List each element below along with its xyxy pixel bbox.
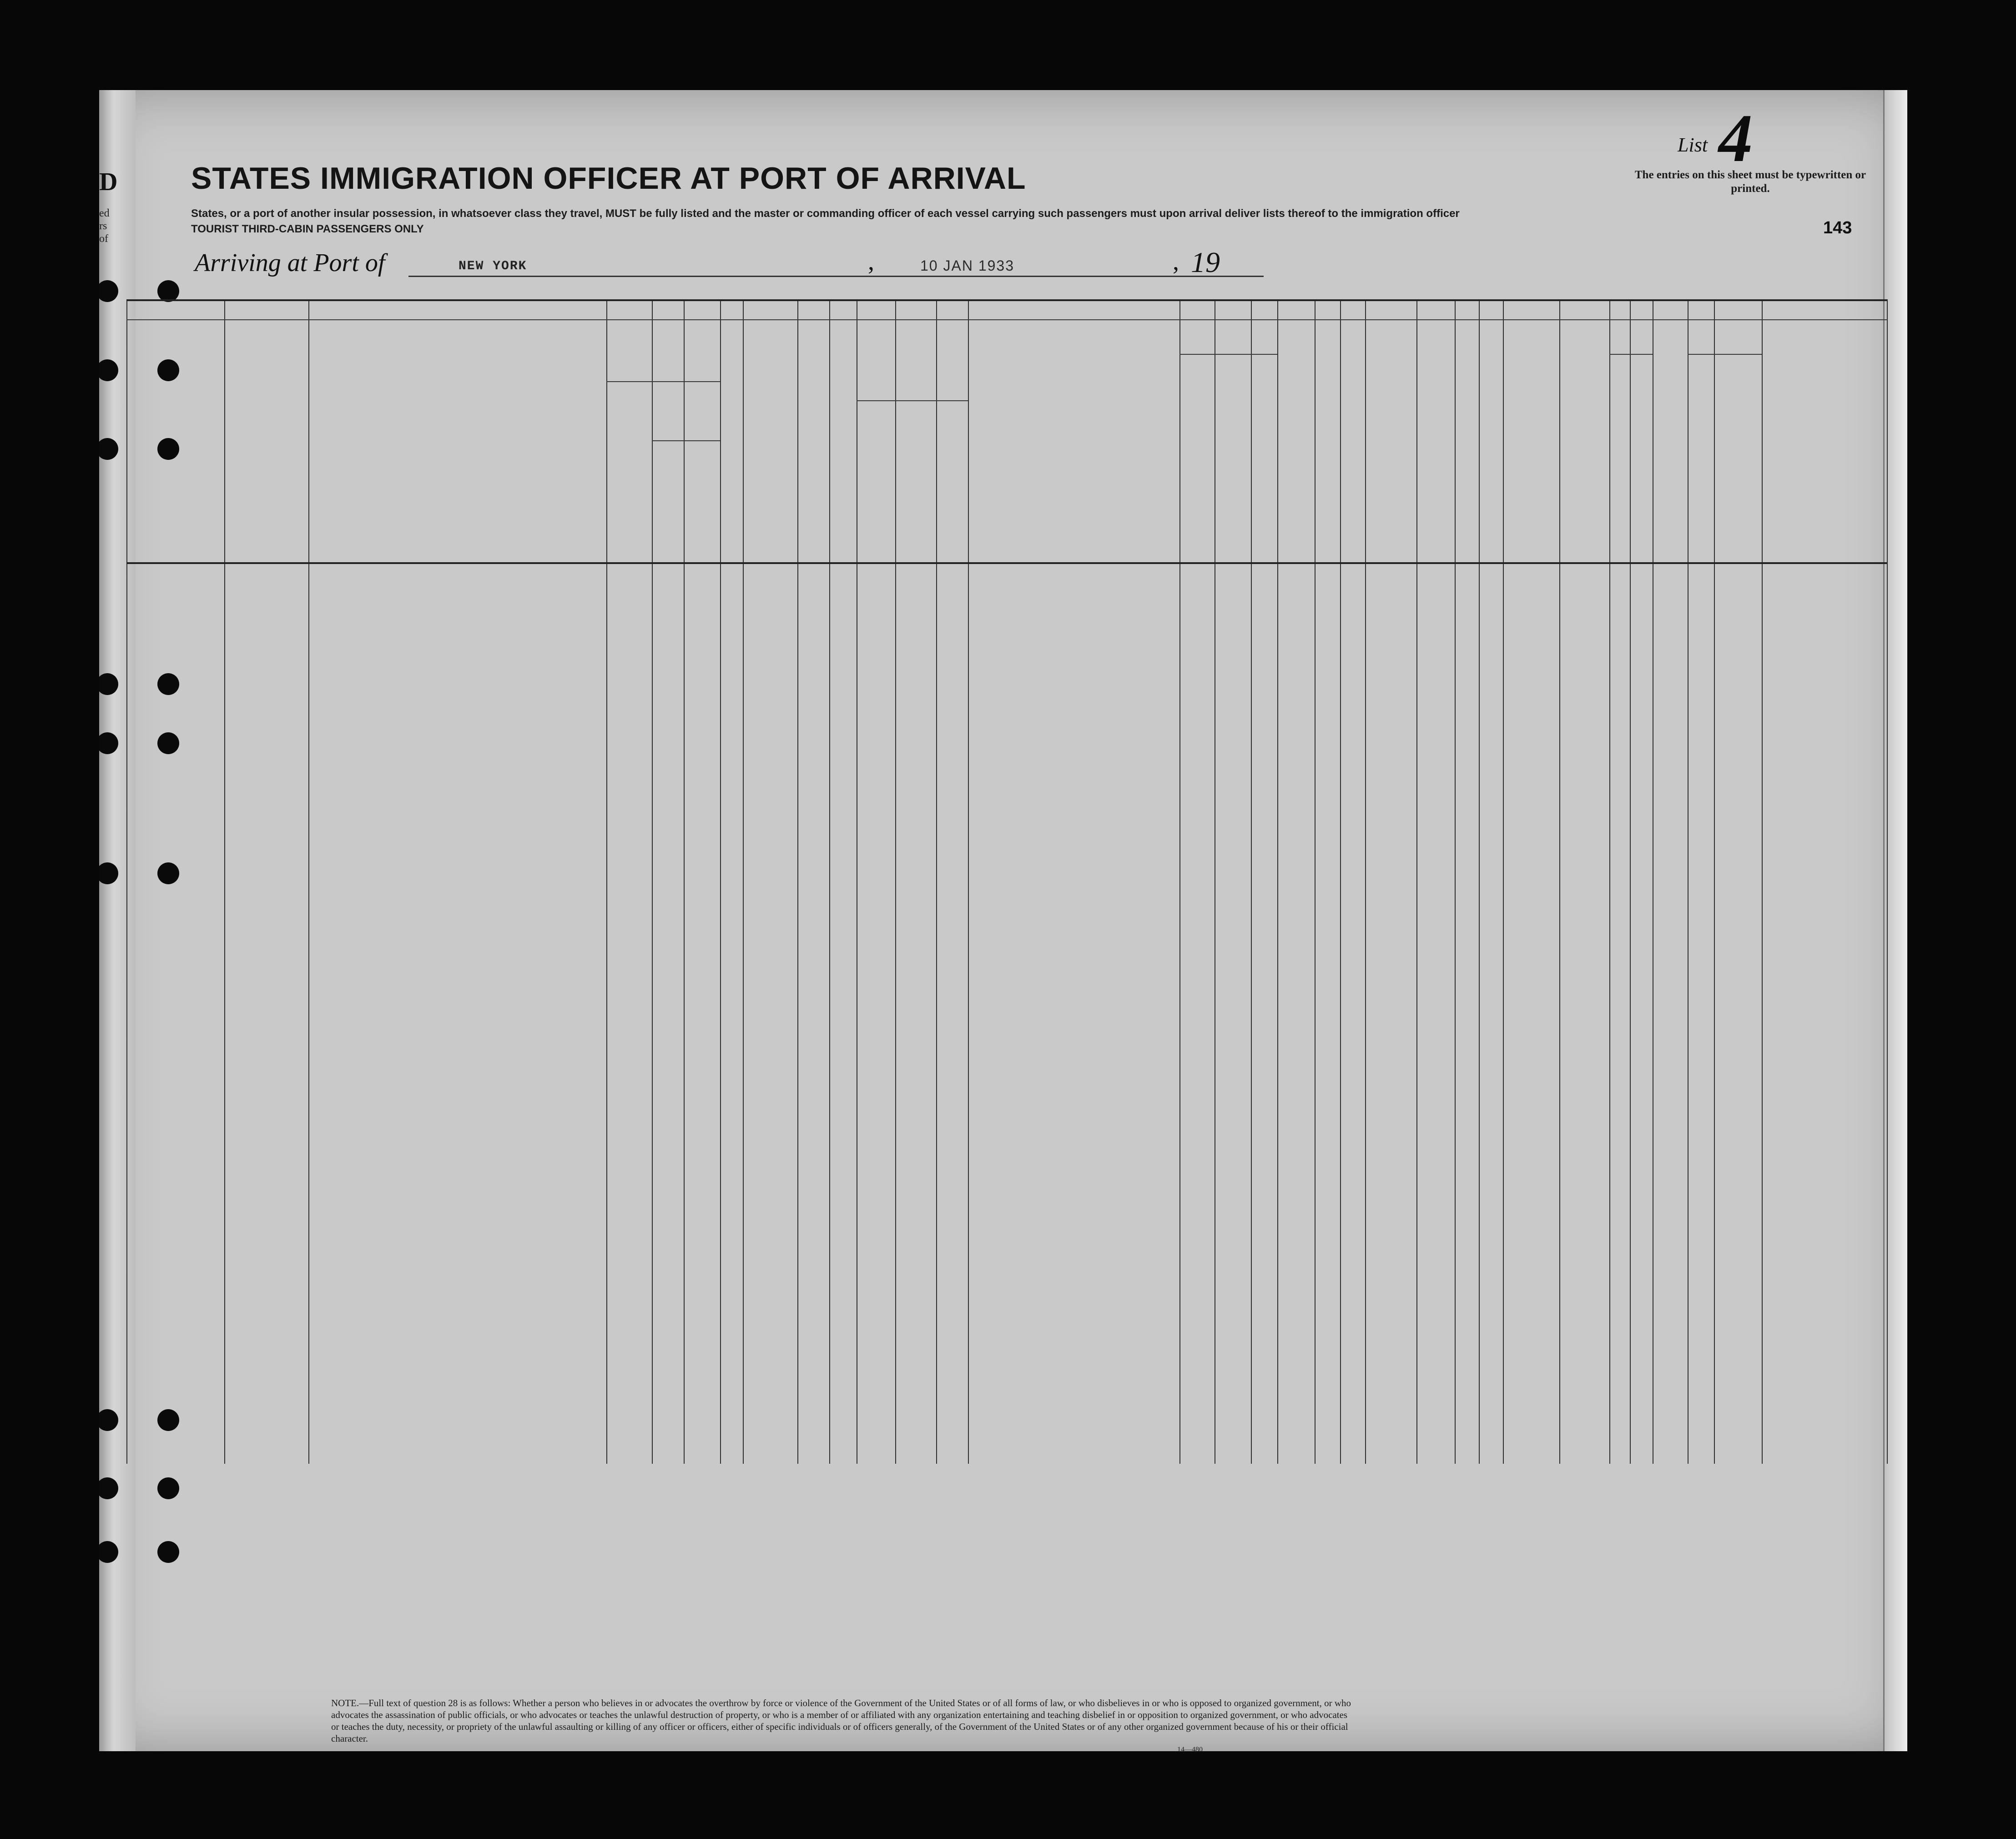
- column-rule: [126, 299, 127, 1464]
- column-header: [1611, 323, 1651, 373]
- date-stamp: 10 JAN 1933: [920, 257, 1015, 274]
- column-subheader: [608, 390, 650, 458]
- column-subheader: [653, 390, 719, 422]
- manifest-table: [126, 299, 1887, 1464]
- column-subheader: [1689, 463, 1713, 481]
- column-subheader: [831, 427, 855, 463]
- year-prefix: 19: [1191, 246, 1220, 278]
- left-fragment-text: ed: [99, 207, 110, 219]
- arriving-underline: [408, 276, 1264, 277]
- subtitle: States, or a port of another insular possession, in whatsoever class they travel, MUST be fully listed and the master or commanding officer of each vessel carrying such passengers must upon arrival deliver lists thereof to the immigration officer: [191, 207, 1460, 220]
- subheader-rule: [857, 400, 968, 401]
- column-header: [1654, 323, 1686, 613]
- page-title: STATES IMMIGRATION OFFICER AT PORT OF ARRIVAL: [191, 161, 1026, 196]
- subheader-rule: [652, 440, 720, 441]
- column-rule: [1503, 299, 1504, 1464]
- list-label: List: [1678, 134, 1708, 156]
- punch-hole: [157, 1541, 179, 1563]
- column-header: [1279, 323, 1313, 559]
- column-header: [1505, 323, 1557, 613]
- column-header: [1367, 323, 1415, 559]
- column-subheader: [685, 449, 719, 468]
- subheader-rule: [1179, 354, 1277, 355]
- column-rule: [1630, 299, 1631, 1464]
- column-rule: [797, 299, 798, 1464]
- column-rule: [1416, 299, 1417, 1464]
- column-header: [970, 323, 1178, 613]
- page-number: 143: [1823, 218, 1852, 237]
- port-name: NEW YORK: [459, 259, 527, 273]
- subheader-rule: [1688, 354, 1762, 355]
- column-subheader: [897, 424, 935, 452]
- comma: ,: [868, 247, 874, 276]
- colnum-rule: [126, 319, 1887, 320]
- column-subheader: [1181, 358, 1213, 554]
- left-fragment-text: of: [99, 233, 108, 245]
- punch-hole: [157, 280, 179, 302]
- column-subheader: [1631, 449, 1651, 504]
- column-subheader: [858, 386, 967, 399]
- column-header: [310, 323, 605, 613]
- subheader-rule: [606, 381, 720, 382]
- column-rule: [743, 299, 744, 1464]
- column-rule: [1887, 299, 1888, 1464]
- column-subheader: [1252, 358, 1276, 554]
- column-rule: [1479, 299, 1480, 1464]
- comma: ,: [1173, 247, 1179, 276]
- column-header: [1457, 323, 1477, 559]
- column-header: [1764, 323, 1885, 613]
- column-rule: [1559, 299, 1560, 1464]
- column-rule: [968, 299, 969, 1464]
- column-rule: [1179, 299, 1180, 1464]
- column-header: [745, 323, 796, 613]
- column-rule: [1609, 299, 1610, 1464]
- column-header: [1342, 323, 1363, 559]
- column-rule: [308, 299, 309, 1464]
- header-top-rule: [126, 299, 1887, 301]
- column-header: [831, 323, 966, 373]
- column-subheader: [1216, 358, 1250, 554]
- column-header: [1418, 323, 1453, 559]
- form-number: 14—480: [1177, 1746, 1203, 1751]
- column-rule: [1277, 299, 1278, 1464]
- column-rule: [1762, 299, 1763, 1464]
- column-rule: [936, 299, 937, 1464]
- column-header: [608, 323, 718, 373]
- column-header: [1689, 323, 1760, 373]
- footnote-question-28: NOTE.—Full text of question 28 is as follows: Whether a person who believes in or advocates the overthrow by force or violence of the Government of the United States or of all forms of law, or who disbelieves in or who is opposed to organized government, or who advocates the assassination of public officials, or who advocates or teaches the unlawful destruction of property, or who is a member of or affiliated with any organization entertaining and teaching disbelief in or opposition to organized government, or who advocates or teaches the duty, necessity, or propriety of the unlawful assaulting or killing of any officer or officers, either of specific individuals or of officers generally, of the Government of the United States or of any other organized government because of his or their official character.: [331, 1698, 1351, 1744]
- column-rule: [1365, 299, 1366, 1464]
- column-header: [799, 323, 827, 559]
- subtitle-class: TOURIST THIRD-CABIN PASSENGERS ONLY: [191, 223, 424, 235]
- left-fragment-letter: D: [99, 168, 118, 196]
- arriving-label: Arriving at Port of: [195, 249, 385, 277]
- column-rule: [829, 299, 830, 1464]
- list-number: 4: [1719, 101, 1753, 176]
- column-subheader: [858, 415, 894, 470]
- column-rule: [1714, 299, 1715, 1464]
- column-subheader: [1715, 463, 1760, 481]
- column-rule: [720, 299, 721, 1464]
- typewritten-instruction: The entries on this sheet must be typewritten or printed.: [1634, 169, 1866, 195]
- column-rule: [1340, 299, 1341, 1464]
- column-rule: [1455, 299, 1456, 1464]
- column-rule: [606, 299, 607, 1464]
- column-subheader: [653, 449, 682, 468]
- column-header: [722, 323, 741, 559]
- column-rule: [224, 299, 225, 1464]
- left-fragment-text: rs: [99, 220, 107, 232]
- column-header: [1561, 323, 1608, 613]
- manifest-sheet: [99, 90, 1907, 1751]
- column-subheader: [1611, 449, 1628, 504]
- column-rule: [652, 299, 653, 1464]
- column-rule: [895, 299, 896, 1464]
- column-subheader: [937, 415, 967, 470]
- punch-hole: [157, 1477, 179, 1499]
- column-header: [1481, 323, 1501, 559]
- subheader-rule: [1609, 354, 1653, 355]
- column-rule: [684, 299, 685, 1464]
- column-header: [226, 323, 307, 613]
- column-header: [1316, 323, 1338, 559]
